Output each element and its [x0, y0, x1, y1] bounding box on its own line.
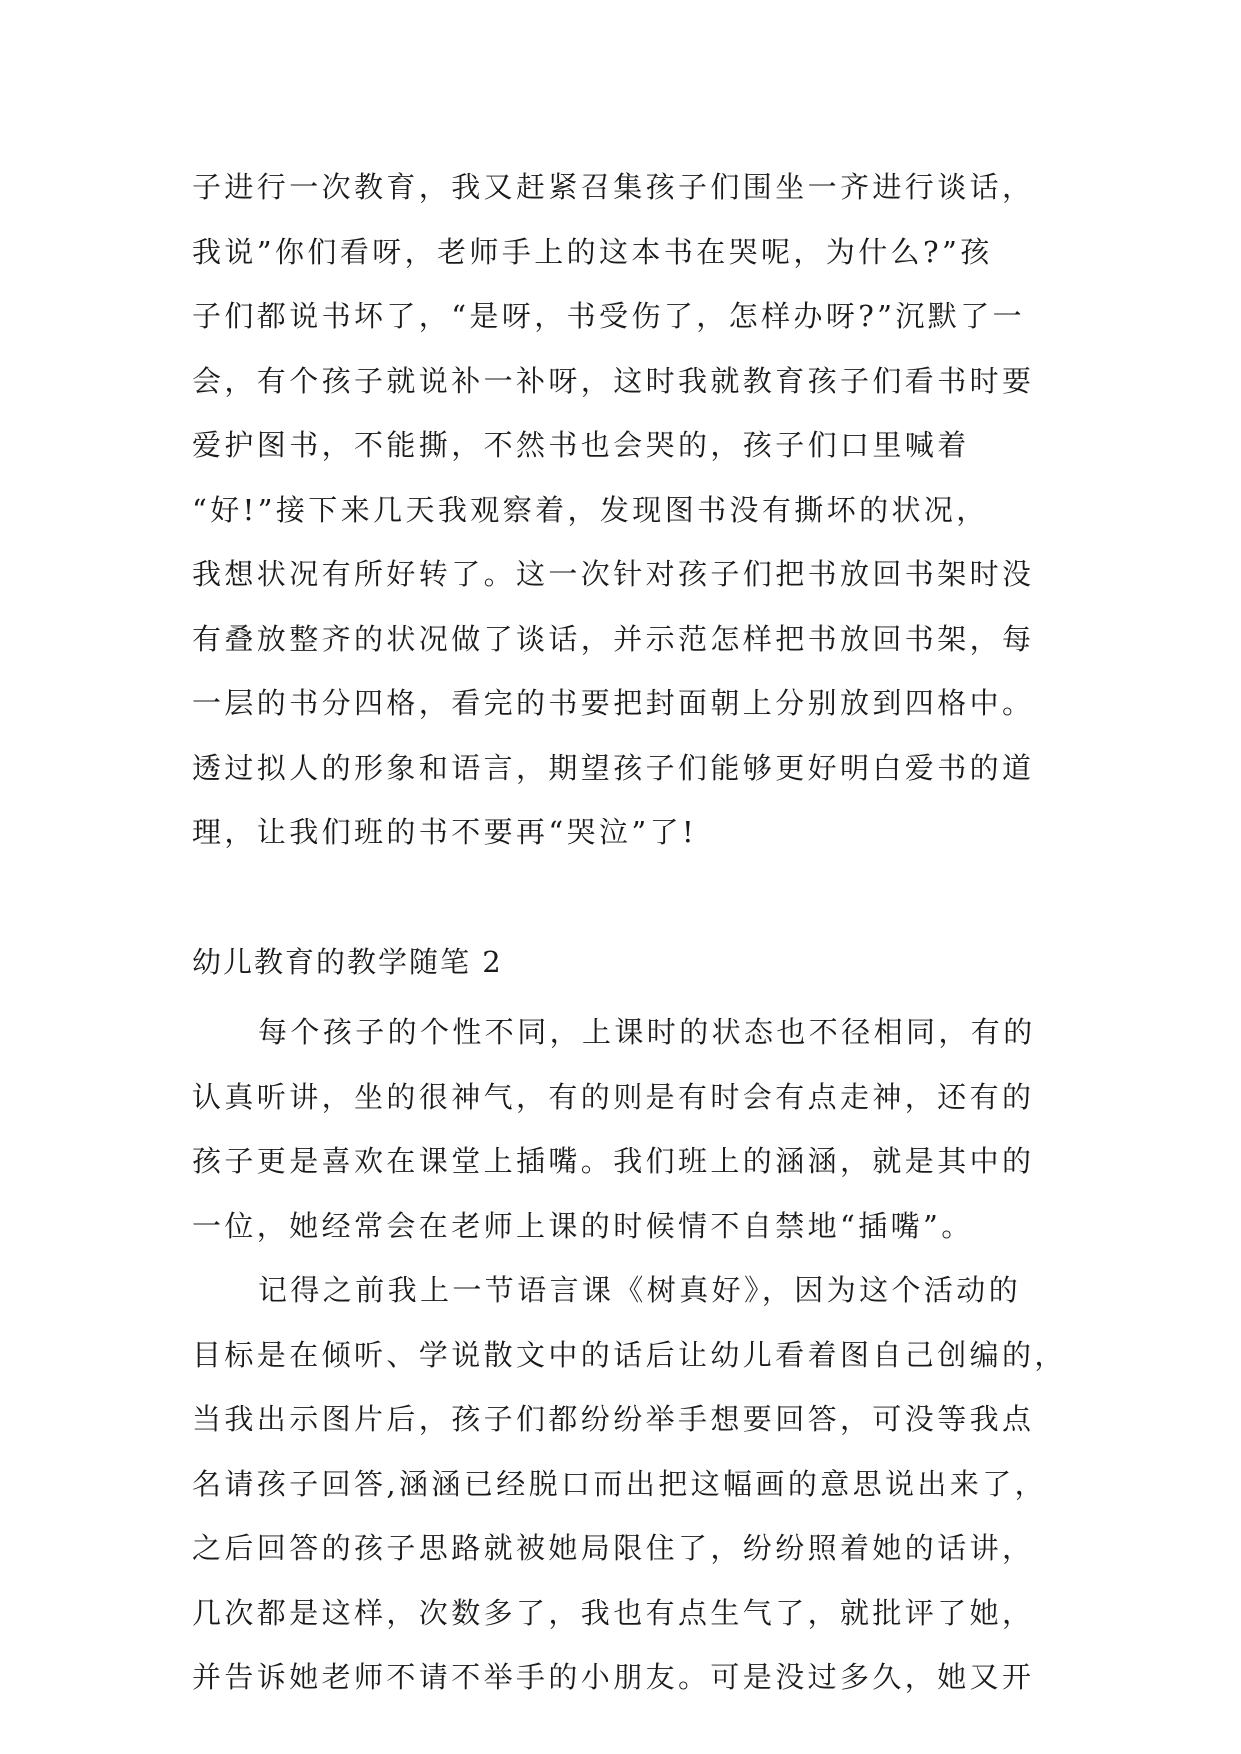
paragraph-line: 我说”你们看呀，老师手上的这本书在哭呢，为什么?”孩	[192, 234, 993, 269]
paragraph-line: 一层的书分四格，看完的书要把封面朝上分别放到四格中。	[192, 686, 1035, 720]
paragraph-line: “好!”接下来几天我观察着，发现图书没有撕坏的状况，	[192, 492, 989, 527]
paragraph-first-line: 每个孩子的个性不同，上课时的状态也不径相同，有的	[258, 1015, 1036, 1049]
paragraph-line: 透过拟人的形象和语言，期望孩子们能够更好明白爱书的道	[192, 750, 1035, 785]
section-title: 幼儿教育的教学随笔 2	[192, 945, 503, 979]
paragraph-line: 爱护图书，不能撕，不然书也会哭的，孩子们口里喊着	[192, 428, 970, 462]
paragraph-line: 几次都是这样，次数多了，我也有点生气了，就批评了她，	[192, 1595, 1035, 1630]
paragraph-line: 目标是在倾听、学说散文中的话后让幼儿看着图自己创编的，	[192, 1337, 1067, 1372]
paragraph-line: 会，有个孩子就说补一补呀，这时我就教育孩子们看书时要	[192, 363, 1035, 398]
essay-two-body	[192, 1000, 1072, 1710]
paragraph-line: 有叠放整齐的状况做了谈话，并示范怎样把书放回书架，每	[192, 621, 1035, 656]
paragraph-first-line: 记得之前我上一节语言课《树真好》，因为这个活动的	[258, 1273, 1022, 1307]
paragraph-line: 理，让我们班的书不要再“哭泣”了!	[192, 815, 698, 849]
paragraph-line: 子们都说书坏了，“是呀，书受伤了，怎样办呀?”沉默了一	[192, 299, 1026, 333]
paragraph-line: 一位，她经常会在老师上课的时候情不自禁地“插嘴”。	[192, 1208, 974, 1243]
paragraph-line: 我想状况有所好转了。这一次针对孩子们把书放回书架时没	[192, 557, 1035, 591]
paragraph-line: 之后回答的孩子思路就被她局限住了，纷纷照着她的话讲，	[192, 1531, 1035, 1565]
paragraph-line: 名请孩子回答,涵涵已经脱口而出把这幅画的意思说出来了，	[192, 1466, 1048, 1501]
paragraph-line: 并告诉她老师不请不举手的小朋友。可是没过多久，她又开	[192, 1660, 1035, 1694]
paragraph-line: 认真听讲，坐的很神气，有的则是有时会有点走神，还有的	[192, 1079, 1035, 1114]
paragraph-line: 子进行一次教育，我又赶紧召集孩子们围坐一齐进行谈话，	[192, 170, 1035, 204]
previous-essay-continuation	[192, 155, 1072, 865]
paragraph-line: 孩子更是喜欢在课堂上插嘴。我们班上的涵涵，就是其中的	[192, 1144, 1035, 1178]
paragraph-line: 当我出示图片后，孩子们都纷纷举手想要回答，可没等我点	[192, 1402, 1035, 1436]
